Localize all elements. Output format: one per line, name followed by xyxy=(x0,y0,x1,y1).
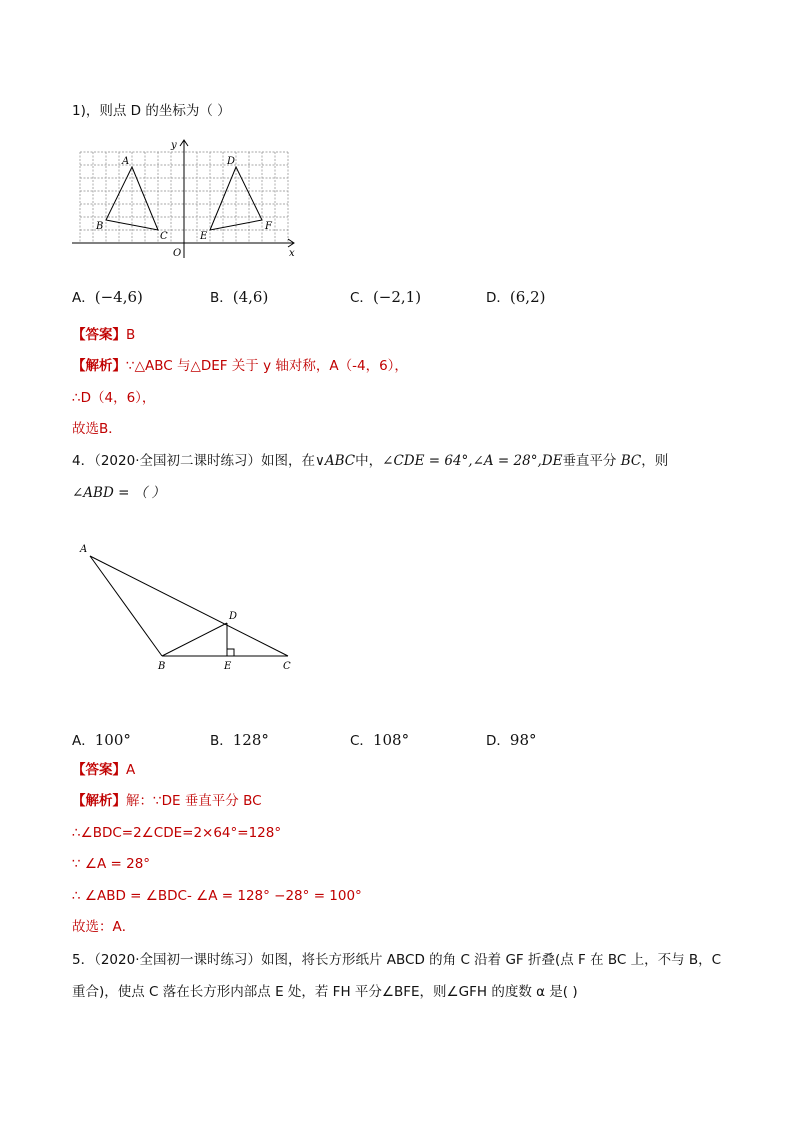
q3-option-a: A．(−4,6) xyxy=(72,288,143,306)
label-a: A xyxy=(122,156,130,167)
q4-analysis-2: ∴∠BDC=2∠CDE=2×64°=128° xyxy=(72,825,282,841)
label-c: C xyxy=(160,231,168,242)
segment-ac xyxy=(90,556,288,656)
q4-analysis-1: 【解析】解：∵DE 垂直平分 BC xyxy=(72,793,262,809)
q3-option-c: C．(−2,1) xyxy=(350,288,422,306)
label-d: D xyxy=(229,611,238,622)
label-y: y xyxy=(171,140,177,151)
q3-coordinate-figure xyxy=(70,138,300,260)
q4-answer: 【答案】A xyxy=(72,762,136,778)
q3-stem: 1)，则点 D 的坐标为（ ） xyxy=(72,103,231,119)
q4-triangle-figure xyxy=(70,538,310,678)
q3-option-d: D．(6,2) xyxy=(486,288,546,306)
q4-stem-line1: 4．（2020·全国初二课时练习）如图，在∨ABC中，∠CDE = 64°,∠A = 28°,DE垂直平分 BC，则 xyxy=(72,453,669,469)
label-a: A xyxy=(80,544,88,555)
label-c: C xyxy=(283,661,291,672)
right-angle-mark xyxy=(227,649,234,656)
label-f: F xyxy=(265,221,272,232)
segment-bd xyxy=(162,623,227,656)
label-x: x xyxy=(289,248,295,259)
q3-analysis-1: 【解析】∵△ABC 与△DEF 关于 y 轴对称，A（-4，6）， xyxy=(72,358,408,374)
q4-analysis-5: 故选：A． xyxy=(72,919,136,935)
q3-answer: 【答案】B xyxy=(72,327,136,343)
q3-option-b: B．(4,6) xyxy=(210,288,269,306)
label-b: B xyxy=(96,221,104,232)
label-b: B xyxy=(158,661,166,672)
label-o: O xyxy=(173,248,182,259)
label-e: E xyxy=(200,231,208,242)
q5-stem-line1: 5．（2020·全国初一课时练习）如图，将长方形纸片 ABCD 的角 C 沿着 GF 折叠(点 F 在 BC 上，不与 B，C xyxy=(72,952,722,968)
segment-ab xyxy=(90,556,162,656)
q3-analysis-2: ∴D（4，6）， xyxy=(72,390,156,406)
q5-stem-line2: 重合)，使点 C 落在长方形内部点 E 处，若 FH 平分∠BFE，则∠GFH 的度数 α 是( ) xyxy=(72,984,578,1000)
q4-option-c: C．108° xyxy=(350,731,410,749)
q4-option-a: A．100° xyxy=(72,731,131,749)
label-e: E xyxy=(224,661,232,672)
q4-analysis-4: ∴ ∠ABD = ∠BDC- ∠A = 128° −28° = 100° xyxy=(72,888,362,904)
q4-option-d: D．98° xyxy=(486,731,537,749)
q3-analysis-3: 故选B． xyxy=(72,421,122,437)
q4-analysis-3: ∵ ∠A = 28° xyxy=(72,856,151,872)
q4-stem-line2: ∠ABD = （ ） xyxy=(72,485,165,501)
q4-option-b: B．128° xyxy=(210,731,269,749)
label-d: D xyxy=(227,156,236,167)
